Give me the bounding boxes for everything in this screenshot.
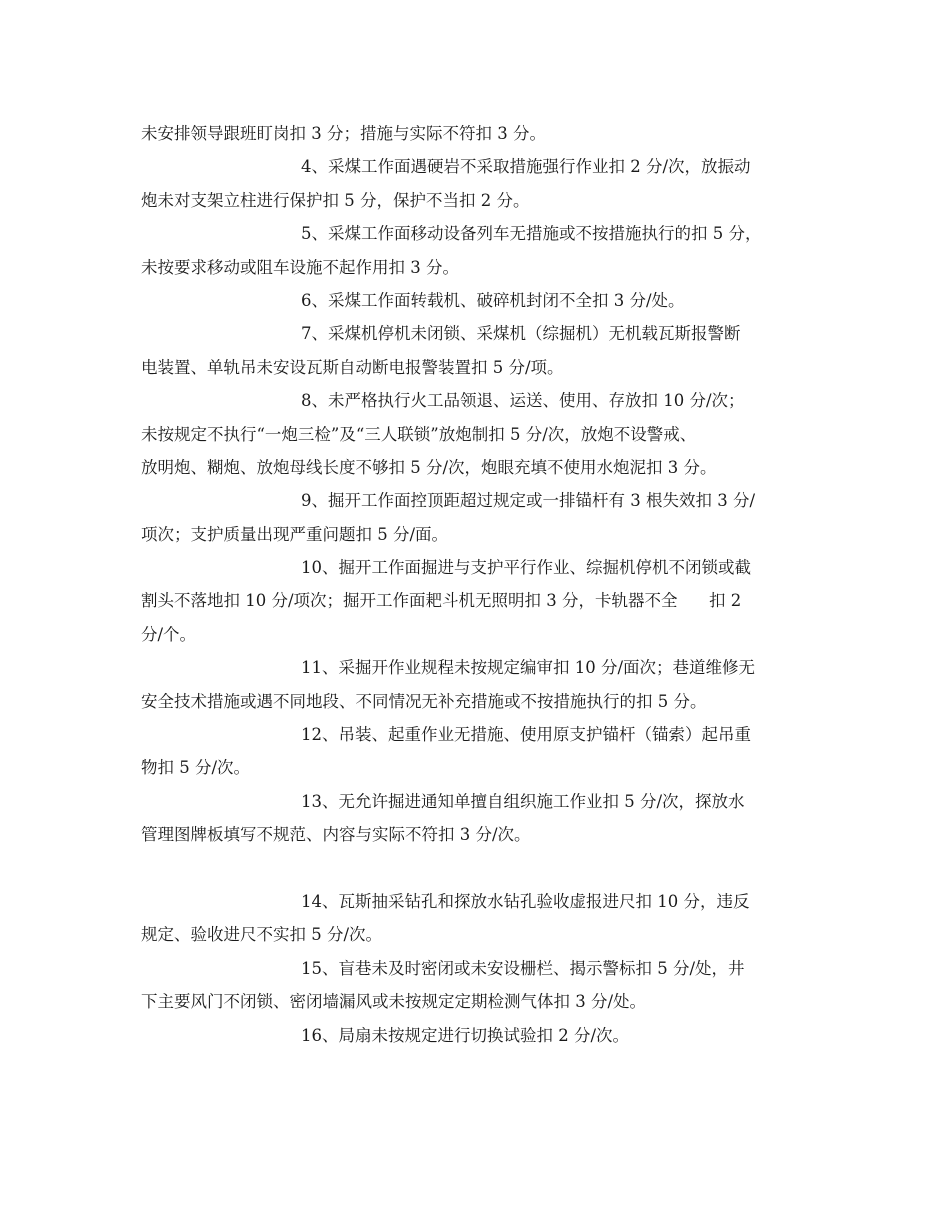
text-line: 12、吊装、起重作业无措施、使用原支护锚杆（锚索）起吊重 <box>301 725 751 745</box>
paragraph-6 <box>141 284 831 317</box>
text-line: 项次；支护质量出现严重问题扣 5 分/面。 <box>141 524 449 544</box>
blank-line <box>141 852 831 885</box>
text-line: 规定、验收进尺不实扣 5 分/次。 <box>141 925 383 945</box>
paragraph-5 <box>141 217 831 284</box>
text-line: 分/个。 <box>141 624 197 644</box>
text-line: 7、采煤机停机未闭锁、采煤机（综掘机）无机载瓦斯报警断 <box>301 324 741 344</box>
text-line: 13、无允许掘进通知单擅自组织施工作业扣 5 分/次，探放水 <box>301 791 745 811</box>
text-line: 5、采煤工作面移动设备列车无措施或不按措施执行的扣 5 分， <box>301 224 762 244</box>
paragraph-8 <box>141 384 831 484</box>
text-line: 未安排领导跟班盯岗扣 3 分；措施与实际不符扣 3 分。 <box>141 124 546 143</box>
text-line: 14、瓦斯抽采钻孔和探放水钻孔验收虚报进尺扣 10 分，违反 <box>301 891 750 911</box>
text-line: 炮未对支架立柱进行保护扣 5 分，保护不当扣 2 分。 <box>141 190 530 210</box>
text-line: 6、采煤工作面转载机、破碎机封闭不全扣 3 分/处。 <box>301 290 685 310</box>
paragraph-13 <box>141 785 831 852</box>
text-line: 下主要风门不闭锁、密闭墙漏风或未按规定定期检测气体扣 3 分/处。 <box>141 992 647 1012</box>
paragraph-14 <box>141 885 831 952</box>
text-line: 物扣 5 分/次。 <box>141 758 251 778</box>
paragraph-10 <box>141 551 831 651</box>
paragraph-9 <box>141 484 831 551</box>
text-line: 安全技术措施或遇不同地段、不同情况无补充措施或不按措施执行的扣 5 分。 <box>141 691 707 711</box>
text-line: 9、掘开工作面控顶距超过规定或一排锚杆有 3 根失效扣 3 分/ <box>301 491 756 511</box>
text-line: 割头不落地扣 10 分/项次；掘开工作面耙斗机无照明扣 3 分，卡轨器不全 扣 2 <box>141 591 742 611</box>
text-line: 16、局扇未按规定进行切换试验扣 2 分/次。 <box>301 1025 630 1045</box>
paragraph-4 <box>141 150 831 217</box>
text-line: 放明炮、糊炮、放炮母线长度不够扣 5 分/次，炮眼充填不使用水炮泥扣 3 分。 <box>141 457 717 477</box>
paragraph-15 <box>141 952 831 1019</box>
text-line: 15、盲巷未及时密闭或未安设栅栏、揭示警标扣 5 分/处，井 <box>301 958 745 978</box>
text-line: 未按要求移动或阻车设施不起作用扣 3 分。 <box>141 257 459 277</box>
text-line: 4、采煤工作面遇硬岩不采取措施强行作业扣 2 分/次，放振动 <box>301 157 751 177</box>
paragraph-7 <box>141 317 831 384</box>
paragraph-12 <box>141 718 831 785</box>
text-line: 未按规定不执行“一炮三检”及“三人联锁”放炮制扣 5 分/次，放炮不设警戒、 <box>141 424 697 444</box>
text-line: 8、未严格执行火工品领退、运送、使用、存放扣 10 分/次； <box>301 391 745 411</box>
paragraph-16 <box>141 1019 831 1052</box>
paragraph-11 <box>141 651 831 718</box>
paragraph-3-tail <box>141 117 831 150</box>
text-line: 11、采掘开作业规程未按规定编审扣 10 分/面次；巷道维修无 <box>301 658 756 678</box>
text-line: 10、掘开工作面掘进与支护平行作业、综掘机停机不闭锁或截 <box>301 558 751 578</box>
document-body <box>141 117 831 1052</box>
text-line: 管理图牌板填写不规范、内容与实际不符扣 3 分/次。 <box>141 825 531 845</box>
text-line: 电装置、单轨吊未安设瓦斯自动断电报警装置扣 5 分/项。 <box>141 357 564 377</box>
